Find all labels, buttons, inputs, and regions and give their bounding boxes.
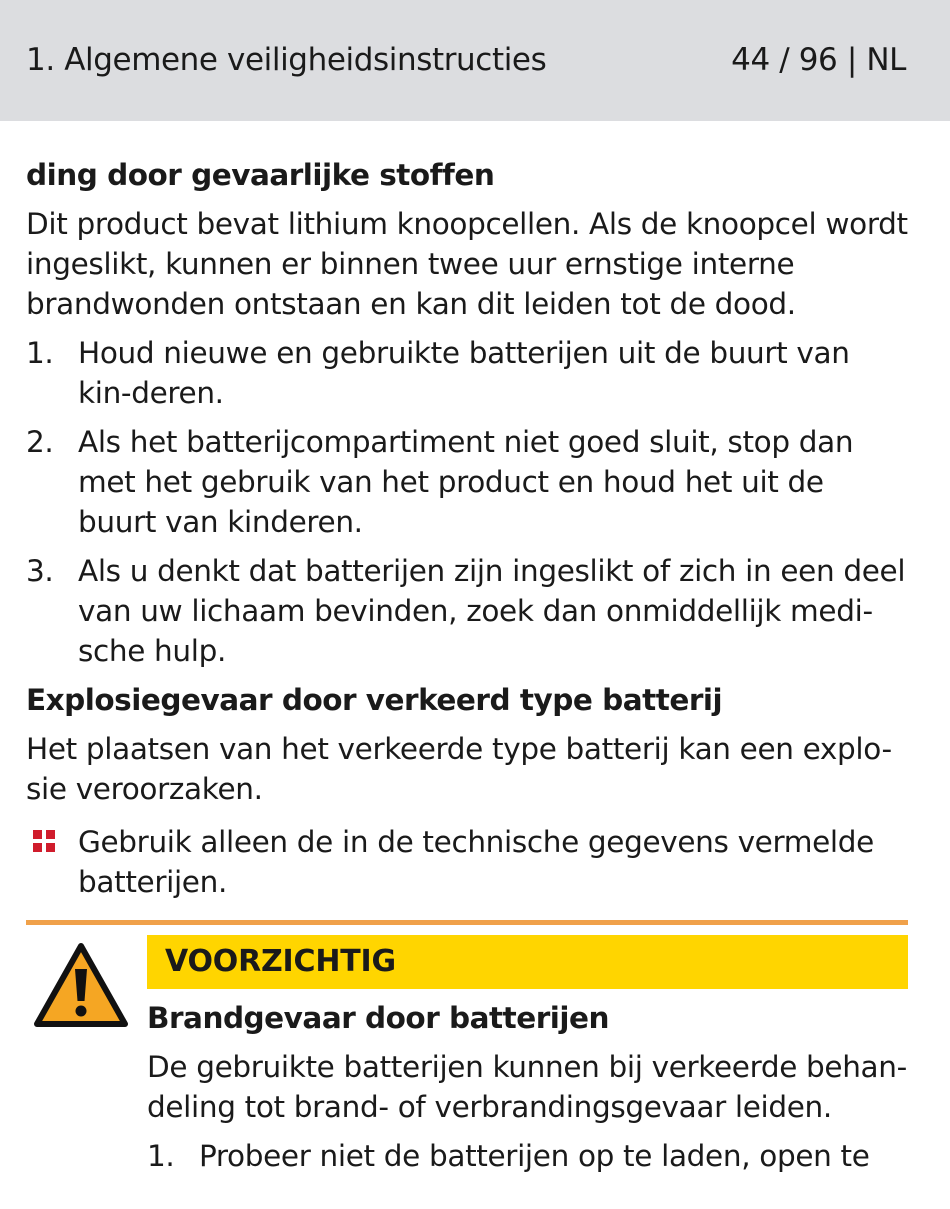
paragraph-button-cells: Dit product bevat lithium knoopcellen. Als de knoopcel wordt ingeslikt, kunnen er binnen twee uur ernstige interne brandwonden ontstaan en kan dit leiden tot de dood. bbox=[26, 207, 908, 321]
list-text: Als het batterijcompartiment niet goed sluit, stop dan met het gebruik van het product en houd het uit de buurt van kinderen. bbox=[78, 425, 854, 539]
instruction-list bbox=[26, 333, 908, 671]
warning-instruction-list bbox=[147, 1136, 908, 1176]
signal-word-banner: VOORZICHTIG bbox=[147, 935, 908, 989]
hazard-heading-hazardous-substances: ding door gevaarlijke stoffen bbox=[26, 158, 495, 192]
list-number: 2. bbox=[26, 425, 54, 459]
list-item bbox=[26, 422, 908, 542]
bullet-text: Gebruik alleen de in de technische gegevens vermelde batterijen. bbox=[78, 825, 874, 899]
page-header bbox=[0, 0, 950, 121]
list-text: Probeer niet de batterijen op te laden, open te bbox=[199, 1139, 870, 1173]
list-number: 1. bbox=[26, 336, 54, 370]
list-text: Houd nieuwe en gebruikte batterijen uit de buurt van kin-deren. bbox=[78, 336, 850, 410]
list-number: 1. bbox=[147, 1139, 175, 1173]
section-divider bbox=[26, 920, 908, 925]
warning-paragraph: De gebruikte batterijen kunnen bij verkeerde behan-deling tot brand- of verbrandingsgevaar leiden. bbox=[147, 1050, 907, 1124]
list-item bbox=[26, 551, 908, 671]
page-number: 44 / 96 | NL bbox=[731, 41, 906, 78]
paragraph-wrong-battery: Het plaatsen van het verkeerde type batterij kan een explo-sie veroorzaken. bbox=[26, 732, 892, 806]
warning-heading: Brandgevaar door batterijen bbox=[147, 1001, 610, 1035]
document-body bbox=[26, 155, 908, 1185]
list-item bbox=[26, 333, 908, 413]
list-number: 3. bbox=[26, 554, 54, 588]
list-item bbox=[147, 1136, 908, 1176]
hazard-heading-explosion: Explosiegevaar door verkeerd type batterij bbox=[26, 683, 723, 717]
section-title: 1. Algemene veiligheidsinstructies bbox=[26, 41, 547, 78]
warning-triangle-icon bbox=[32, 941, 130, 1029]
bullet-item bbox=[26, 822, 908, 902]
caution-notice bbox=[26, 935, 908, 1176]
red-square-bullet-icon bbox=[33, 830, 55, 852]
list-text: Als u denkt dat batterijen zijn ingeslikt of zich in een deel van uw lichaam bevinden, zoek dan onmiddellijk medi-sche hulp. bbox=[78, 554, 906, 668]
